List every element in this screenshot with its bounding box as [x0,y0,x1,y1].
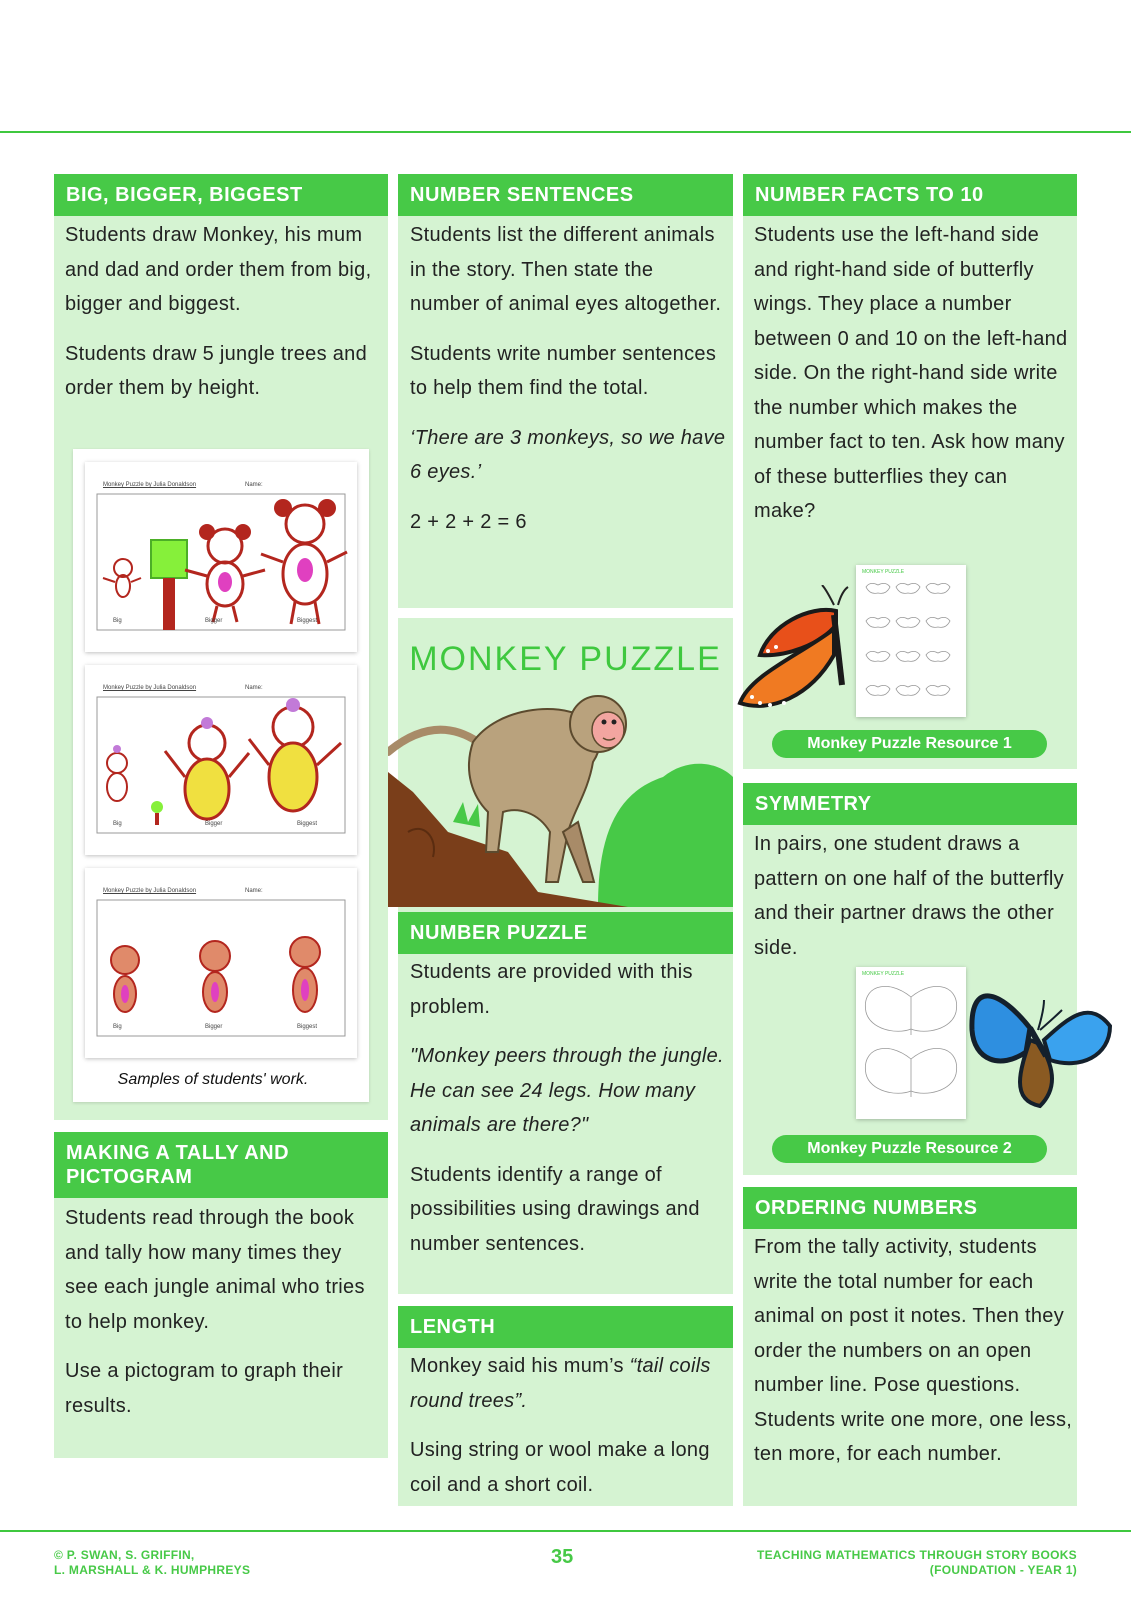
student-work-sample-1 [85,462,357,652]
length-text-quote: “tail coils round trees”. [410,1355,711,1412]
equation: 2 + 2 + 2 = 6 [410,510,527,533]
paragraph: Students draw Monkey, his mum and dad and order them from big, bigger and biggest. [65,224,372,315]
butterfly-outlines [856,565,966,717]
paragraph: Use a pictogram to graph their results. [65,1360,344,1417]
label-biggest: Biggest [297,618,318,624]
quote: ‘There are 3 monkeys, so we have 6 eyes.’ [410,426,726,483]
number-sentences-text [410,218,728,554]
paragraph: Students list the different animals in the story. Then state the number of animal eyes altogether. [410,224,722,315]
paragraph: Students use the left-hand side and right-hand side of butterfly wings. They place a number between 0 and 10 on the left-hand side. On the right-hand side write the number which makes the number fact to ten. Ask how many of these butterflies they can make? [754,224,1068,522]
bottom-rule [0,1530,1131,1532]
label-bigger: Bigger [205,1024,223,1030]
worksheet-title: Monkey Puzzle by Julia Donaldson [103,685,197,691]
resource-2-heading: MONKEY PUZZLE [862,971,905,977]
footer-authors-line2: L. MARSHALL & K. HUMPHREYS [54,1563,251,1577]
student-work-caption: Samples of students' work. [117,1071,309,1088]
resource-1-heading: MONKEY PUZZLE [862,569,905,575]
book-title: MONKEY PUZZLE [409,640,722,678]
resource-1-thumbnail [856,565,966,717]
big-bigger-biggest-heading: BIG, BIGGER, BIGGEST [54,174,388,216]
label-big: Big [113,821,122,827]
number-facts-text [754,218,1072,544]
paragraph: Students are provided with this problem. [410,961,693,1018]
symmetry-heading: SYMMETRY [743,783,1077,825]
length-heading: LENGTH [398,1306,733,1348]
number-puzzle-heading: NUMBER PUZZLE [398,912,733,954]
paragraph: Using string or wool make a long coil and a short coil. [410,1439,710,1496]
number-puzzle-text [410,955,728,1276]
label-big: Big [113,618,122,624]
quote: "Monkey peers through the jungle. He can see 24 legs. How many animals are there?" [410,1045,724,1136]
student-work-sample-2 [85,665,357,855]
butterfly-outlines [856,967,966,1119]
tally-text [65,1201,375,1438]
student-work-sample-3 [85,868,357,1058]
paragraph: Students draw 5 jungle trees and order them by height. [65,342,368,399]
symmetry-text [754,827,1072,980]
worksheet-name-label: Name: [245,482,263,488]
top-rule [0,131,1131,133]
monkey-illustration [388,682,733,912]
paragraph: Students read through the book and tally how many times they see each jungle animal who tries to help monkey. [65,1207,365,1333]
footer-book-title [757,1548,1077,1578]
label-biggest: Biggest [297,1024,318,1030]
ordering-numbers-text [754,1230,1076,1487]
footer-title-line2: (FOUNDATION - YEAR 1) [929,1563,1077,1577]
paragraph: From the tally activity, students write the total number for each animal on post it notes. Then they order the numbers on an open number line. Pose questions. Students write one more, one less, ten more, for each number. [754,1236,1073,1465]
label-bigger: Bigger [205,821,223,827]
blue-butterfly-image [960,960,1120,1110]
tally-heading: MAKING A TALLY AND PICTOGRAM [54,1132,388,1198]
number-facts-heading: NUMBER FACTS TO 10 [743,174,1077,216]
footer-title-line1: TEACHING MATHEMATICS THROUGH STORY BOOKS [756,1548,1077,1562]
paragraph: Students write number sentences to help them find the total. [410,342,717,399]
worksheet-title: Monkey Puzzle by Julia Donaldson [103,482,197,488]
length-text [410,1349,728,1517]
ordering-numbers-heading: ORDERING NUMBERS [743,1187,1077,1229]
resource-2-button[interactable]: Monkey Puzzle Resource 2 [772,1135,1047,1163]
resource-2-thumbnail [856,967,966,1119]
worksheet-name-label: Name: [245,685,263,691]
worksheet-name-label: Name: [245,888,263,894]
paragraph: In pairs, one student draws a pattern on one half of the butterfly and their partner draws the other side. [754,833,1064,959]
paragraph [410,1349,728,1418]
orange-butterfly-image [730,585,870,725]
worksheet-title: Monkey Puzzle by Julia Donaldson [103,888,197,894]
big-bigger-biggest-text [65,218,380,421]
label-bigger: Bigger [205,618,223,624]
paragraph: Students identify a range of possibilities using drawings and number sentences. [410,1163,700,1255]
footer-authors [54,1548,250,1578]
label-big: Big [113,1024,122,1030]
footer-authors-line1: © P. SWAN, S. GRIFFIN, [54,1548,195,1562]
label-biggest: Biggest [297,821,318,827]
length-text-plain: Monkey said his mum’s [410,1355,630,1377]
page-number: 35 [551,1546,574,1568]
number-sentences-heading: NUMBER SENTENCES [398,174,733,216]
resource-1-button[interactable]: Monkey Puzzle Resource 1 [772,730,1047,758]
